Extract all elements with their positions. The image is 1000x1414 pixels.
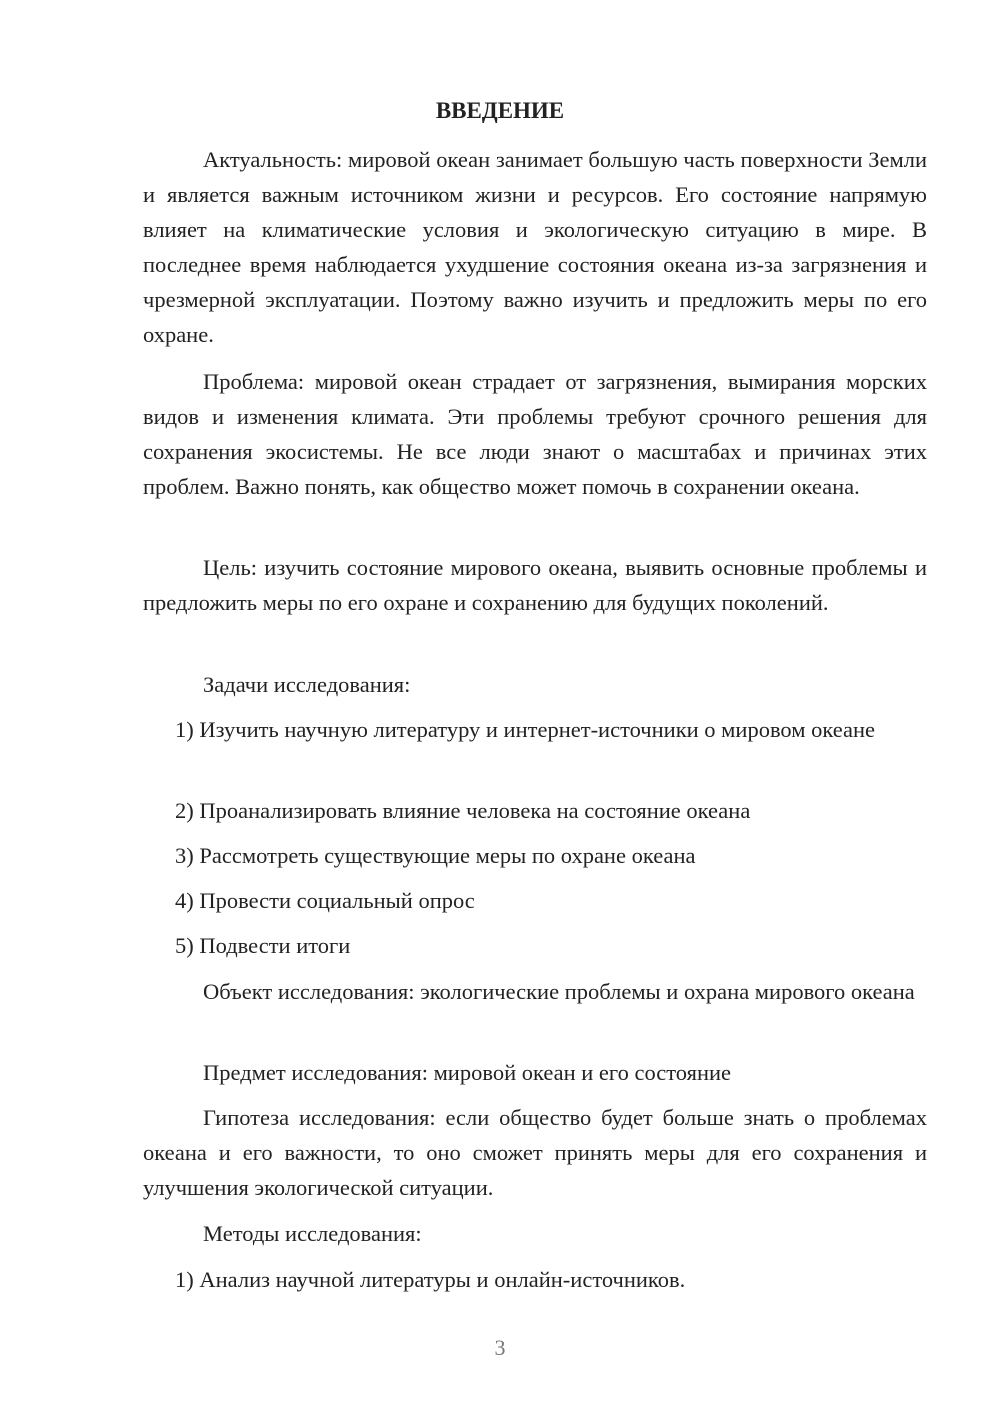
- page-number: 3: [494, 1335, 506, 1360]
- task-item-5: 5) Подвести итоги: [175, 933, 351, 958]
- task-item-3: 3) Рассмотреть существующие меры по охране океана: [175, 843, 696, 868]
- task-item-1: 1) Изучить научную литературу и интернет-источники о мировом океане: [175, 717, 875, 742]
- subject-paragraph: Предмет исследования: мировой океан и его состояние: [203, 1060, 732, 1085]
- task-item-4: 4) Провести социальный опрос: [175, 888, 475, 913]
- problem-paragraph: Проблема: мировой океан страдает от загрязнения, вымирания морских видов и изменения климата. Эти проблемы требуют срочного решения для сохранения экосистемы. Не все люди знают о масштабах и причинах этих проблем. Важно понять, как общество может помочь в сохранении океана.: [143, 369, 927, 499]
- methods-heading: Методы исследования:: [203, 1221, 422, 1246]
- section-title: ВВЕДЕНИЕ: [435, 98, 565, 123]
- hypothesis-paragraph: Гипотеза исследования: если общество будет больше знать о проблемах океана и его важности, то оно сможет принять меры для его сохранения и улучшения экологической ситуации.: [143, 1105, 927, 1200]
- task-item-2: 2) Проанализировать влияние человека на состояние океана: [175, 798, 751, 823]
- tasks-heading: Задачи исследования:: [203, 672, 411, 697]
- method-item-1: 1) Анализ научной литературы и онлайн-источников.: [175, 1267, 686, 1292]
- relevance-paragraph: Актуальность: мировой океан занимает большую часть поверхности Земли и является важным источником жизни и ресурсов. Его состояние напрямую влияет на климатические условия и экологическую ситуацию в мире. В последнее время наблюдается ухудшение состояния океана из-за загрязнения и чрезмерной эксплуатации. Поэтому важно изучить и предложить меры по его охране.: [143, 147, 927, 347]
- goal-paragraph: Цель: изучить состояние мирового океана, выявить основные проблемы и предложить меры по его охране и сохранению для будущих поколений.: [143, 555, 927, 615]
- object-paragraph: Объект исследования: экологические проблемы и охрана мирового океана: [203, 979, 915, 1004]
